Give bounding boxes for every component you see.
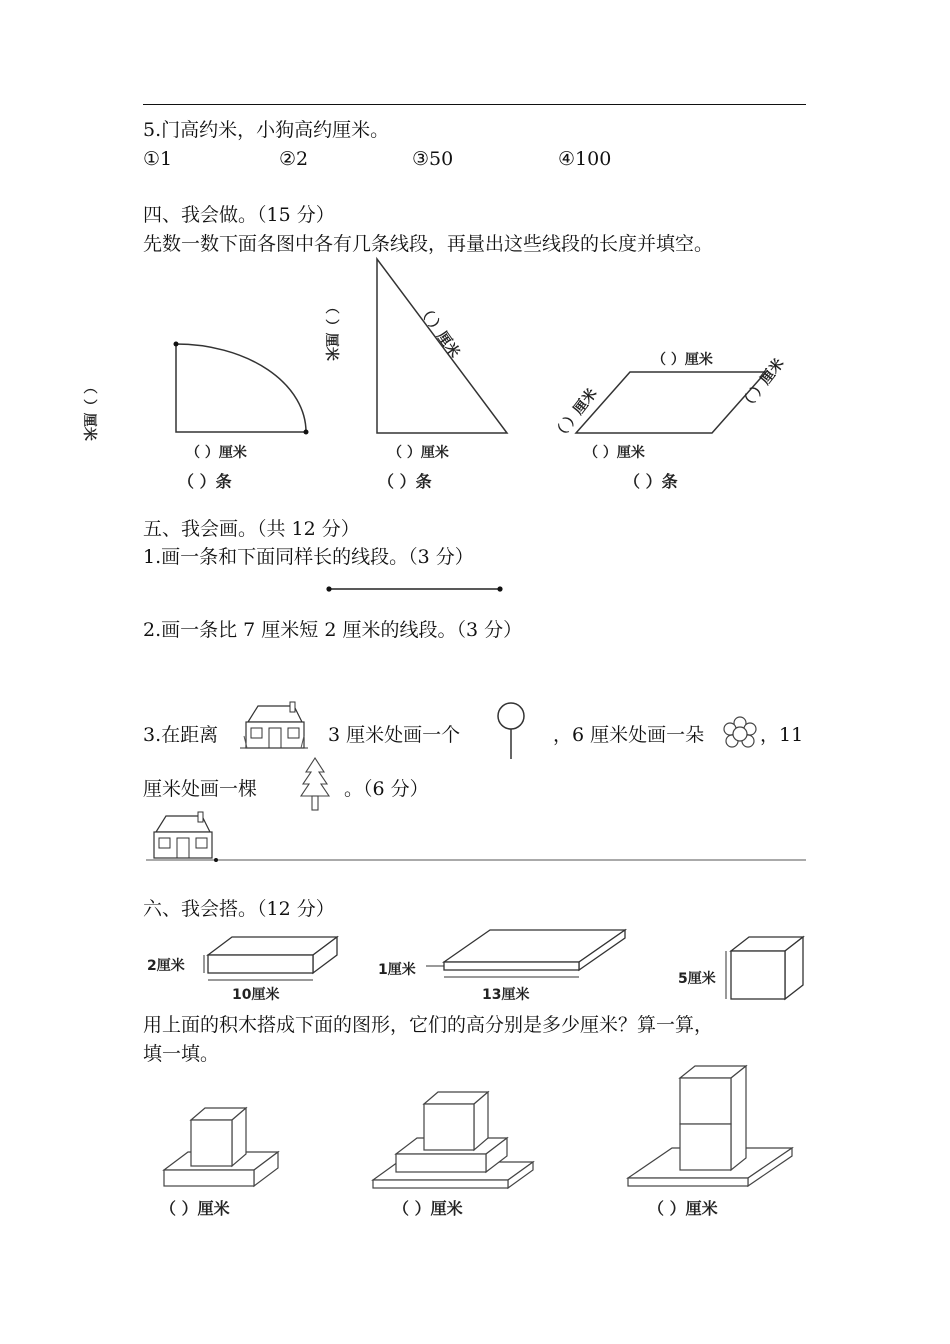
block2-length-label: 13厘米 [482,987,530,1003]
section5-q2: 2.画一条比 7 厘米短 2 厘米的线段。（3 分） [143,619,523,641]
section4-instruction: 先数一数下面各图中各有几条线段，再量出这些线段的长度并填空。 [143,233,714,255]
block2-height-label: 1厘米 [378,962,416,978]
structure1-answer: （ ）厘米 [160,1199,230,1218]
section5-q3-part-e: 厘米处画一棵 [143,778,258,800]
fig3-left-label: （ ）厘米 [550,385,601,444]
section6-title: 六、我会搭。（12 分） [143,898,335,920]
section5-q3-part-a: 3.在距离 [143,724,219,746]
section5-q3-part-f: 。（6 分） [344,778,429,800]
fig2-left-label: （ ）厘米 [323,300,339,361]
q5-option-2: ②2 [279,148,309,170]
block3-height-label: 5厘米 [678,971,716,987]
fig1-bottom-label: （ ）厘米 [186,445,247,461]
section6-instruction-2: 填一填。 [143,1043,220,1065]
section5-q1: 1.画一条和下面同样长的线段。（3 分） [143,546,474,568]
block1-length-label: 10厘米 [232,987,280,1003]
section5-q3-part-d: ，11 [760,724,804,746]
fig2-slant-label: （ ）厘米 [414,301,463,361]
q5-option-4: ④100 [558,148,612,170]
q5-option-3: ③50 [412,148,454,170]
fig3-top-label: （ ）厘米 [652,352,713,368]
fig3-count-label: （ ）条 [624,472,678,491]
fig2-bottom-label: （ ）厘米 [388,445,449,461]
section4-title: 四、我会做。（15 分） [143,204,335,226]
section6-instruction-1: 用上面的积木搭成下面的图形，它们的高分别是多少厘米？算一算， [143,1014,714,1036]
q5-text: 5.门高约米，小狗高约厘米。 [143,119,390,141]
q5-option-1: ①1 [143,148,173,170]
block1-height-label: 2厘米 [147,958,185,974]
fig1-count-label: （ ）条 [178,472,232,491]
section5-title: 五、我会画。（共 12 分） [143,518,360,540]
section5-q3-part-b: 3 厘米处画一个 [328,724,461,746]
structure2-answer: （ ）厘米 [393,1199,463,1218]
structure3-answer: （ ）厘米 [648,1199,718,1218]
fig1-left-label: （ ）厘米 [81,380,97,441]
section5-q3-part-c: ，6 厘米处画一朵 [553,724,705,746]
fig3-bottom-label: （ ）厘米 [584,445,645,461]
fig3-right-label: （ ）厘米 [737,355,788,414]
fig2-count-label: （ ）条 [378,472,432,491]
